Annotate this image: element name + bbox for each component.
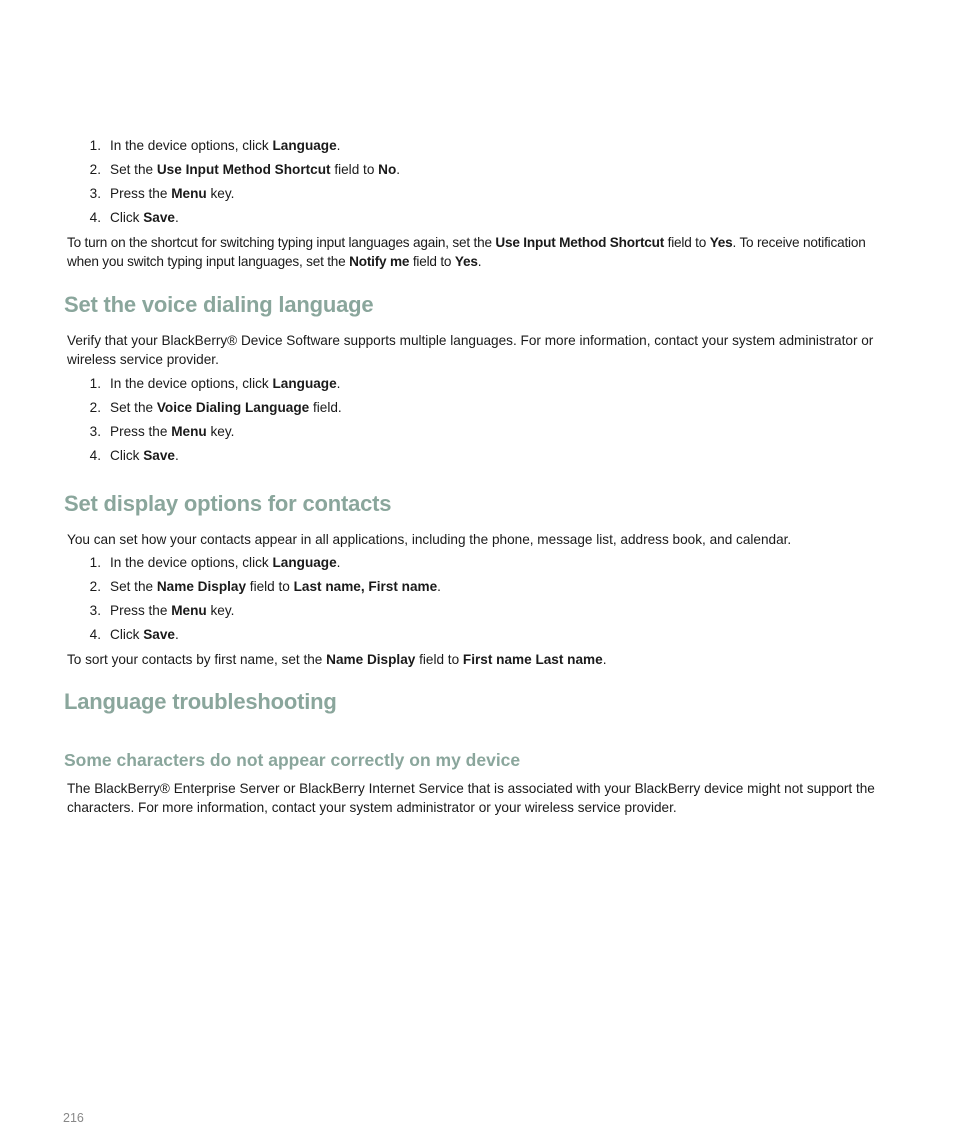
section-heading-display-options: Set display options for contacts — [64, 491, 392, 516]
document-page: 1. In the device options, click Language. 2. Set the Use Input Method Shortcut field to No. 3. Press the Menu key. 4. Click Save. To turn on the shortcut for switching typing input languages again, set the Use Input Method Shortcut field to Yes. To receive notification when you switch typing input languages, set the Notify me field to Yes. Set the voice dialing language Verify that your BlackBerry® Device Software supports multiple languages. For more information, contact your system administrator or wireless service provider. 1. In the device options, click Language. 2. Set the Voice Dialing Language field. 3. Press the Menu key. 4. Click Save. Set display options for contacts You can set how your contacts appear in all applications, including the phone, message list, address book, and calendar. 1. In the device options, click Language. 2. Set the Name Display field to Last name, First name. 3. Press the Menu key. 4. Click Save. To sort your contacts by first name, set the Name Display field to First name Last name. Language troubleshooting Some characters do not appear correctly on my device The BlackBerry® Enterprise Server or BlackBerry Internet Service that is associated with your BlackBerry device might not support the characters. For more information, contact your system administrator or your wireless service provider. 216 — [0, 0, 954, 1145]
contacts-intro-paragraph: You can set how your contacts appear in all applications, including the phone, message list, address book, and calendar. — [67, 532, 792, 547]
page-number: 216 — [63, 1111, 84, 1125]
section-heading-voice-dialing: Set the voice dialing language — [64, 292, 374, 317]
section-heading-language-troubleshooting: Language troubleshooting — [64, 689, 337, 714]
voice-intro-paragraph: Verify that your BlackBerry® Device Software supports multiple languages. For more information, contact your system administrator or wireless service provider. — [67, 333, 874, 367]
subsection-heading-characters: Some characters do not appear correctly on my device — [64, 750, 521, 770]
contacts-sort-paragraph: To sort your contacts by first name, set the Name Display field to First name Last name. — [67, 652, 607, 667]
troubleshooting-body-paragraph: The BlackBerry® Enterprise Server or BlackBerry Internet Service that is associated with your BlackBerry device might not support the characters. For more information, contact your system administrator or your wireless service provider. — [67, 781, 875, 815]
shortcut-note-paragraph: To turn on the shortcut for switching typing input languages again, set the Use Input Method Shortcut field to Yes. To receive notification when you switch typing input languages, set the Notify me field to Yes. — [67, 235, 866, 269]
